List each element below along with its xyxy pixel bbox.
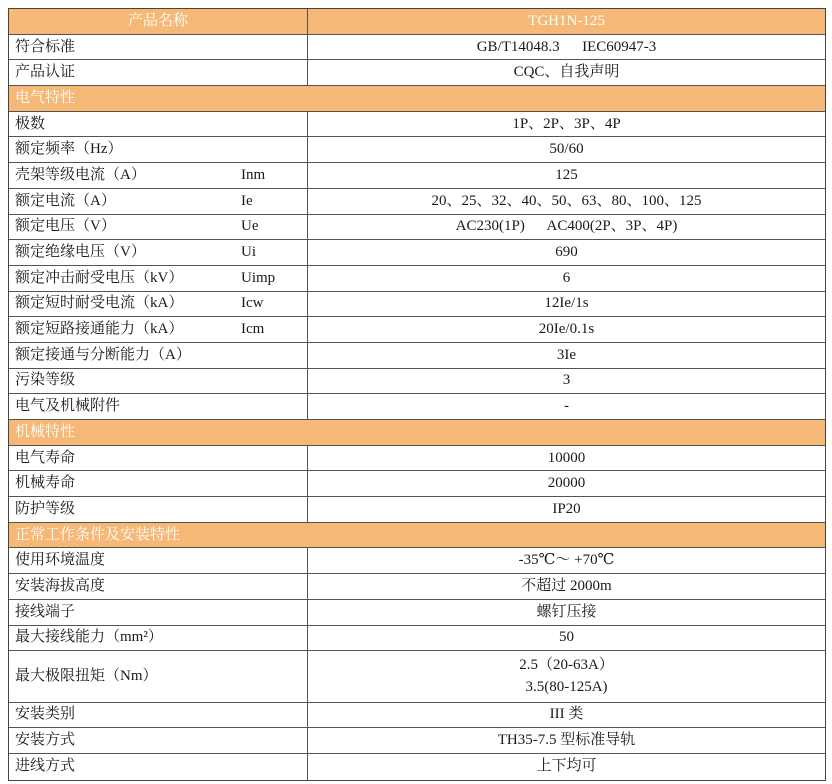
spec-label: 壳架等级电流（A） [15,166,146,183]
spec-value-cell [308,446,825,471]
table-row [9,60,825,86]
spec-value-cell [308,651,825,701]
spec-label: 额定电压（V） [15,218,116,235]
spec-value-cell [308,266,825,291]
table-row [9,651,825,702]
spec-label-cell [9,163,308,188]
spec-label: 电气寿命 [15,449,76,466]
spec-value-cell [308,369,825,394]
product-model: TGH1N-125 [528,12,605,29]
section-title-cell [9,86,825,111]
spec-value: 不超过 2000m [521,577,612,594]
spec-label: 安装方式 [15,732,76,749]
table-row [9,215,825,241]
spec-symbol: Ui [241,244,256,261]
spec-label-cell [9,471,308,496]
spec-label-cell [9,497,308,522]
spec-symbol: Icw [241,295,264,312]
spec-label-cell [9,292,308,317]
spec-label: 额定冲击耐受电压（kV） [15,269,184,286]
section-title-cell [9,523,825,548]
spec-label-cell [9,60,308,85]
spec-label: 安装类别 [15,706,76,723]
product-name-label: 产品名称 [127,12,188,29]
spec-label-cell [9,112,308,137]
spec-value-cell [308,471,825,496]
spec-label: 极数 [15,115,46,132]
spec-label: 额定电流（A） [15,192,116,209]
spec-label-cell [9,369,308,394]
table-row [9,240,825,266]
spec-label: 符合标准 [15,38,76,55]
table-row [9,112,825,138]
spec-value-cell [308,163,825,188]
section-header-row [9,420,825,446]
spec-value-cell [308,35,825,60]
spec-value: 3 [562,372,571,389]
table-row [9,292,825,318]
spec-value: -35℃～ +70℃ [518,552,615,569]
spec-value-cell [308,626,825,651]
table-row [9,754,825,780]
spec-value: - [564,398,569,415]
table-row [9,317,825,343]
spec-value: CQC、自我声明 [513,64,620,81]
table-row [9,626,825,652]
spec-label-cell [9,754,308,780]
spec-value-cell [308,189,825,214]
spec-label-cell [9,651,308,701]
spec-value: 125 [555,166,578,183]
table-row [9,369,825,395]
table-row [9,497,825,523]
spec-value: 10000 [547,449,586,466]
spec-value-cell [308,728,825,753]
table-header-row [9,9,825,35]
spec-label: 污染等级 [15,372,76,389]
spec-value: IP20 [552,500,581,517]
spec-value: III 类 [549,706,584,723]
table-row [9,35,825,61]
spec-label: 接线端子 [15,603,76,620]
spec-value-cell [308,754,825,780]
section-title: 正常工作条件及安装特性 [15,526,181,543]
section-title: 机械特性 [15,423,76,440]
spec-value-cell [308,137,825,162]
product-model-cell [308,9,825,34]
spec-label-cell [9,189,308,214]
spec-value: 50 [559,629,574,646]
spec-value-cell [308,343,825,368]
spec-value-cell [308,497,825,522]
spec-label-cell [9,343,308,368]
spec-value: 3Ie [556,346,577,363]
spec-label-cell [9,446,308,471]
table-row [9,343,825,369]
spec-label: 额定频率（Hz） [15,141,123,158]
spec-symbol: Ue [241,218,259,235]
spec-label-cell [9,703,308,728]
product-spec-table [8,8,826,781]
spec-value-cell [308,112,825,137]
table-row [9,446,825,472]
table-row [9,471,825,497]
product-name-header-cell [9,9,308,34]
spec-value: 上下均可 [536,758,597,775]
spec-label: 使用环境温度 [15,552,106,569]
spec-label-cell [9,626,308,651]
table-row [9,600,825,626]
spec-value-cell [308,574,825,599]
table-row [9,728,825,754]
spec-value: 690 [555,244,578,261]
spec-value: 2.5（20-63A） [519,656,614,673]
table-row [9,189,825,215]
spec-label-cell [9,35,308,60]
spec-label-cell [9,240,308,265]
spec-value: 20、25、32、40、50、63、80、100、125 [431,192,702,209]
spec-value: 6 [562,269,571,286]
spec-label: 额定短路接通能力（kA） [15,321,184,338]
spec-label: 额定接通与分断能力（A） [15,346,191,363]
spec-label: 额定绝缘电压（V） [15,244,146,261]
spec-value: 1P、2P、3P、4P [512,115,621,132]
spec-symbol: Inm [241,166,266,183]
spec-label-cell [9,394,308,419]
spec-label: 最大极限扭矩（Nm） [15,667,158,684]
table-row [9,266,825,292]
spec-value-cell [308,317,825,342]
spec-label: 额定短时耐受电流（kA） [15,295,184,312]
spec-value: 3.5(80-125A) [525,678,608,695]
spec-label-cell [9,728,308,753]
spec-value: 螺钉压接 [536,603,597,620]
spec-value-cell [308,215,825,240]
spec-label-cell [9,137,308,162]
spec-label: 产品认证 [15,64,76,81]
section-title: 电气特性 [15,89,76,106]
spec-symbol: Ie [241,192,253,209]
spec-value: TH35-7.5 型标准导轨 [497,732,636,749]
section-header-row [9,523,825,549]
spec-label: 电气及机械附件 [15,398,121,415]
spec-value-cell [308,240,825,265]
spec-value-cell [308,548,825,573]
spec-label: 机械寿命 [15,475,76,492]
table-row [9,137,825,163]
spec-label-cell [9,266,308,291]
spec-label-cell [9,600,308,625]
spec-label-cell [9,215,308,240]
spec-value: 20000 [547,475,586,492]
spec-value: AC230(1P) AC400(2P、3P、4P) [455,218,678,235]
spec-value-cell [308,60,825,85]
spec-label: 安装海拔高度 [15,577,106,594]
spec-label-cell [9,317,308,342]
spec-value-cell [308,292,825,317]
spec-value: GB/T14048.3 IEC60947-3 [476,38,657,55]
spec-label: 进线方式 [15,758,76,775]
spec-value: 20Ie/0.1s [538,321,595,338]
table-row [9,163,825,189]
spec-label: 最大接线能力（mm²） [15,629,163,646]
table-row [9,394,825,420]
table-row [9,574,825,600]
table-row [9,548,825,574]
spec-value-cell [308,394,825,419]
spec-label: 防护等级 [15,500,76,517]
spec-value: 12Ie/1s [544,295,589,312]
section-title-cell [9,420,825,445]
section-header-row [9,86,825,112]
spec-symbol: Icm [241,321,265,338]
spec-value: 50/60 [549,141,584,158]
spec-value-cell [308,600,825,625]
spec-label-cell [9,574,308,599]
table-row [9,703,825,729]
spec-symbol: Uimp [241,269,276,286]
spec-value-cell [308,703,825,728]
spec-label-cell [9,548,308,573]
